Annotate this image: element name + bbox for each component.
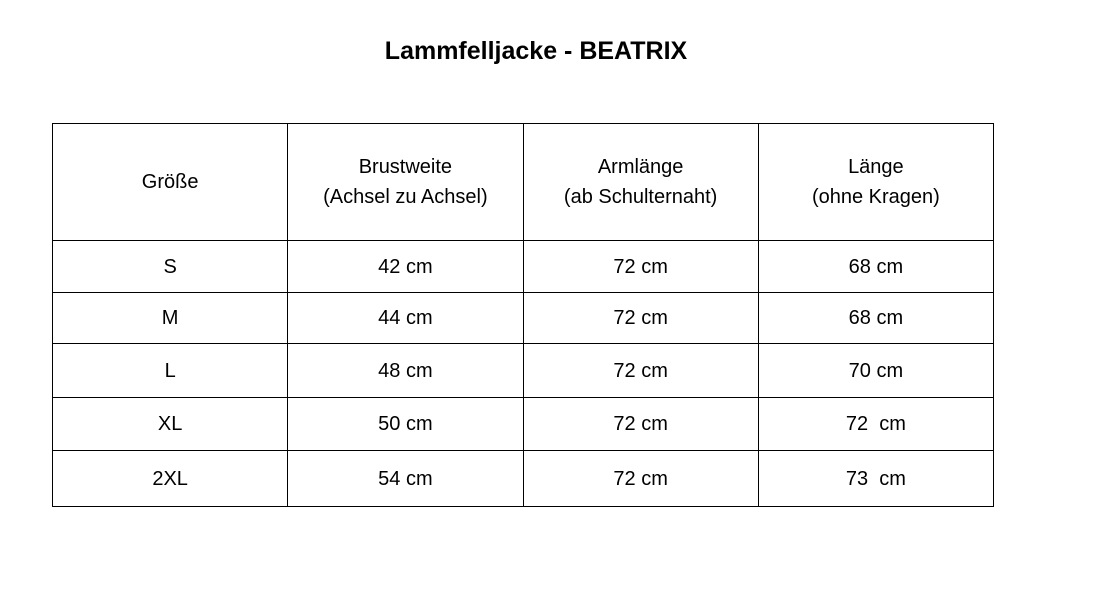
header-chest-width-sublabel: (Achsel zu Achsel) [323, 186, 488, 208]
cell-arm-length-value: 72 cm [613, 359, 668, 382]
cell-length-value: 68 cm [848, 255, 904, 278]
cell-arm-length-value: 72 cm [613, 307, 668, 329]
cell-chest-width-value: 44 cm [378, 307, 433, 329]
cell-size [53, 398, 288, 451]
table-row [53, 451, 994, 507]
cell-chest-width [288, 451, 523, 507]
cell-length-value: 70 cm [848, 359, 904, 382]
header-length-sublabel: (ohne Kragen) [811, 186, 940, 208]
cell-chest-width-value: 42 cm [378, 255, 433, 278]
cell-length [758, 451, 993, 507]
header-size [53, 124, 288, 241]
cell-size [53, 344, 288, 398]
table-row [53, 241, 994, 293]
size-chart-table [52, 123, 994, 507]
cell-arm-length [523, 344, 758, 398]
cell-arm-length-value: 72 cm [613, 255, 668, 278]
cell-length-value: 72 cm [845, 413, 906, 435]
cell-chest-width [288, 293, 523, 344]
header-size-label: Größe [141, 171, 199, 193]
cell-chest-width [288, 398, 523, 451]
cell-arm-length [523, 241, 758, 293]
table-header-row [53, 124, 994, 241]
cell-chest-width [288, 344, 523, 398]
cell-length [758, 293, 993, 344]
cell-length-value: 68 cm [848, 307, 904, 329]
table-row [53, 293, 994, 344]
cell-size-value: 2XL [152, 467, 188, 490]
header-chest-width [288, 124, 523, 241]
cell-length [758, 398, 993, 451]
cell-size-value: S [163, 255, 177, 278]
cell-size [53, 293, 288, 344]
header-arm-length-sublabel: (ab Schulternaht) [563, 186, 718, 208]
header-length-label: Länge [848, 156, 904, 178]
cell-size-value: XL [157, 413, 183, 435]
header-arm-length [523, 124, 758, 241]
header-chest-width-label: Brustweite [358, 156, 453, 178]
cell-arm-length-value: 72 cm [613, 413, 668, 435]
table-row [53, 398, 994, 451]
cell-chest-width [288, 241, 523, 293]
cell-length-value: 73 cm [845, 467, 906, 490]
table-row [53, 344, 994, 398]
cell-chest-width-value: 48 cm [378, 359, 433, 382]
cell-size-value: M [161, 307, 179, 329]
cell-arm-length [523, 293, 758, 344]
cell-chest-width-value: 50 cm [378, 413, 433, 435]
header-arm-length-label: Armlänge [597, 156, 684, 178]
cell-size [53, 241, 288, 293]
page-title: Lammfelljacke - BEATRIX [384, 37, 688, 65]
cell-size-value: L [164, 359, 176, 382]
header-length [758, 124, 993, 241]
cell-length [758, 241, 993, 293]
cell-arm-length-value: 72 cm [613, 467, 668, 490]
cell-arm-length [523, 451, 758, 507]
cell-arm-length [523, 398, 758, 451]
cell-size [53, 451, 288, 507]
cell-chest-width-value: 54 cm [378, 467, 433, 490]
cell-length [758, 344, 993, 398]
